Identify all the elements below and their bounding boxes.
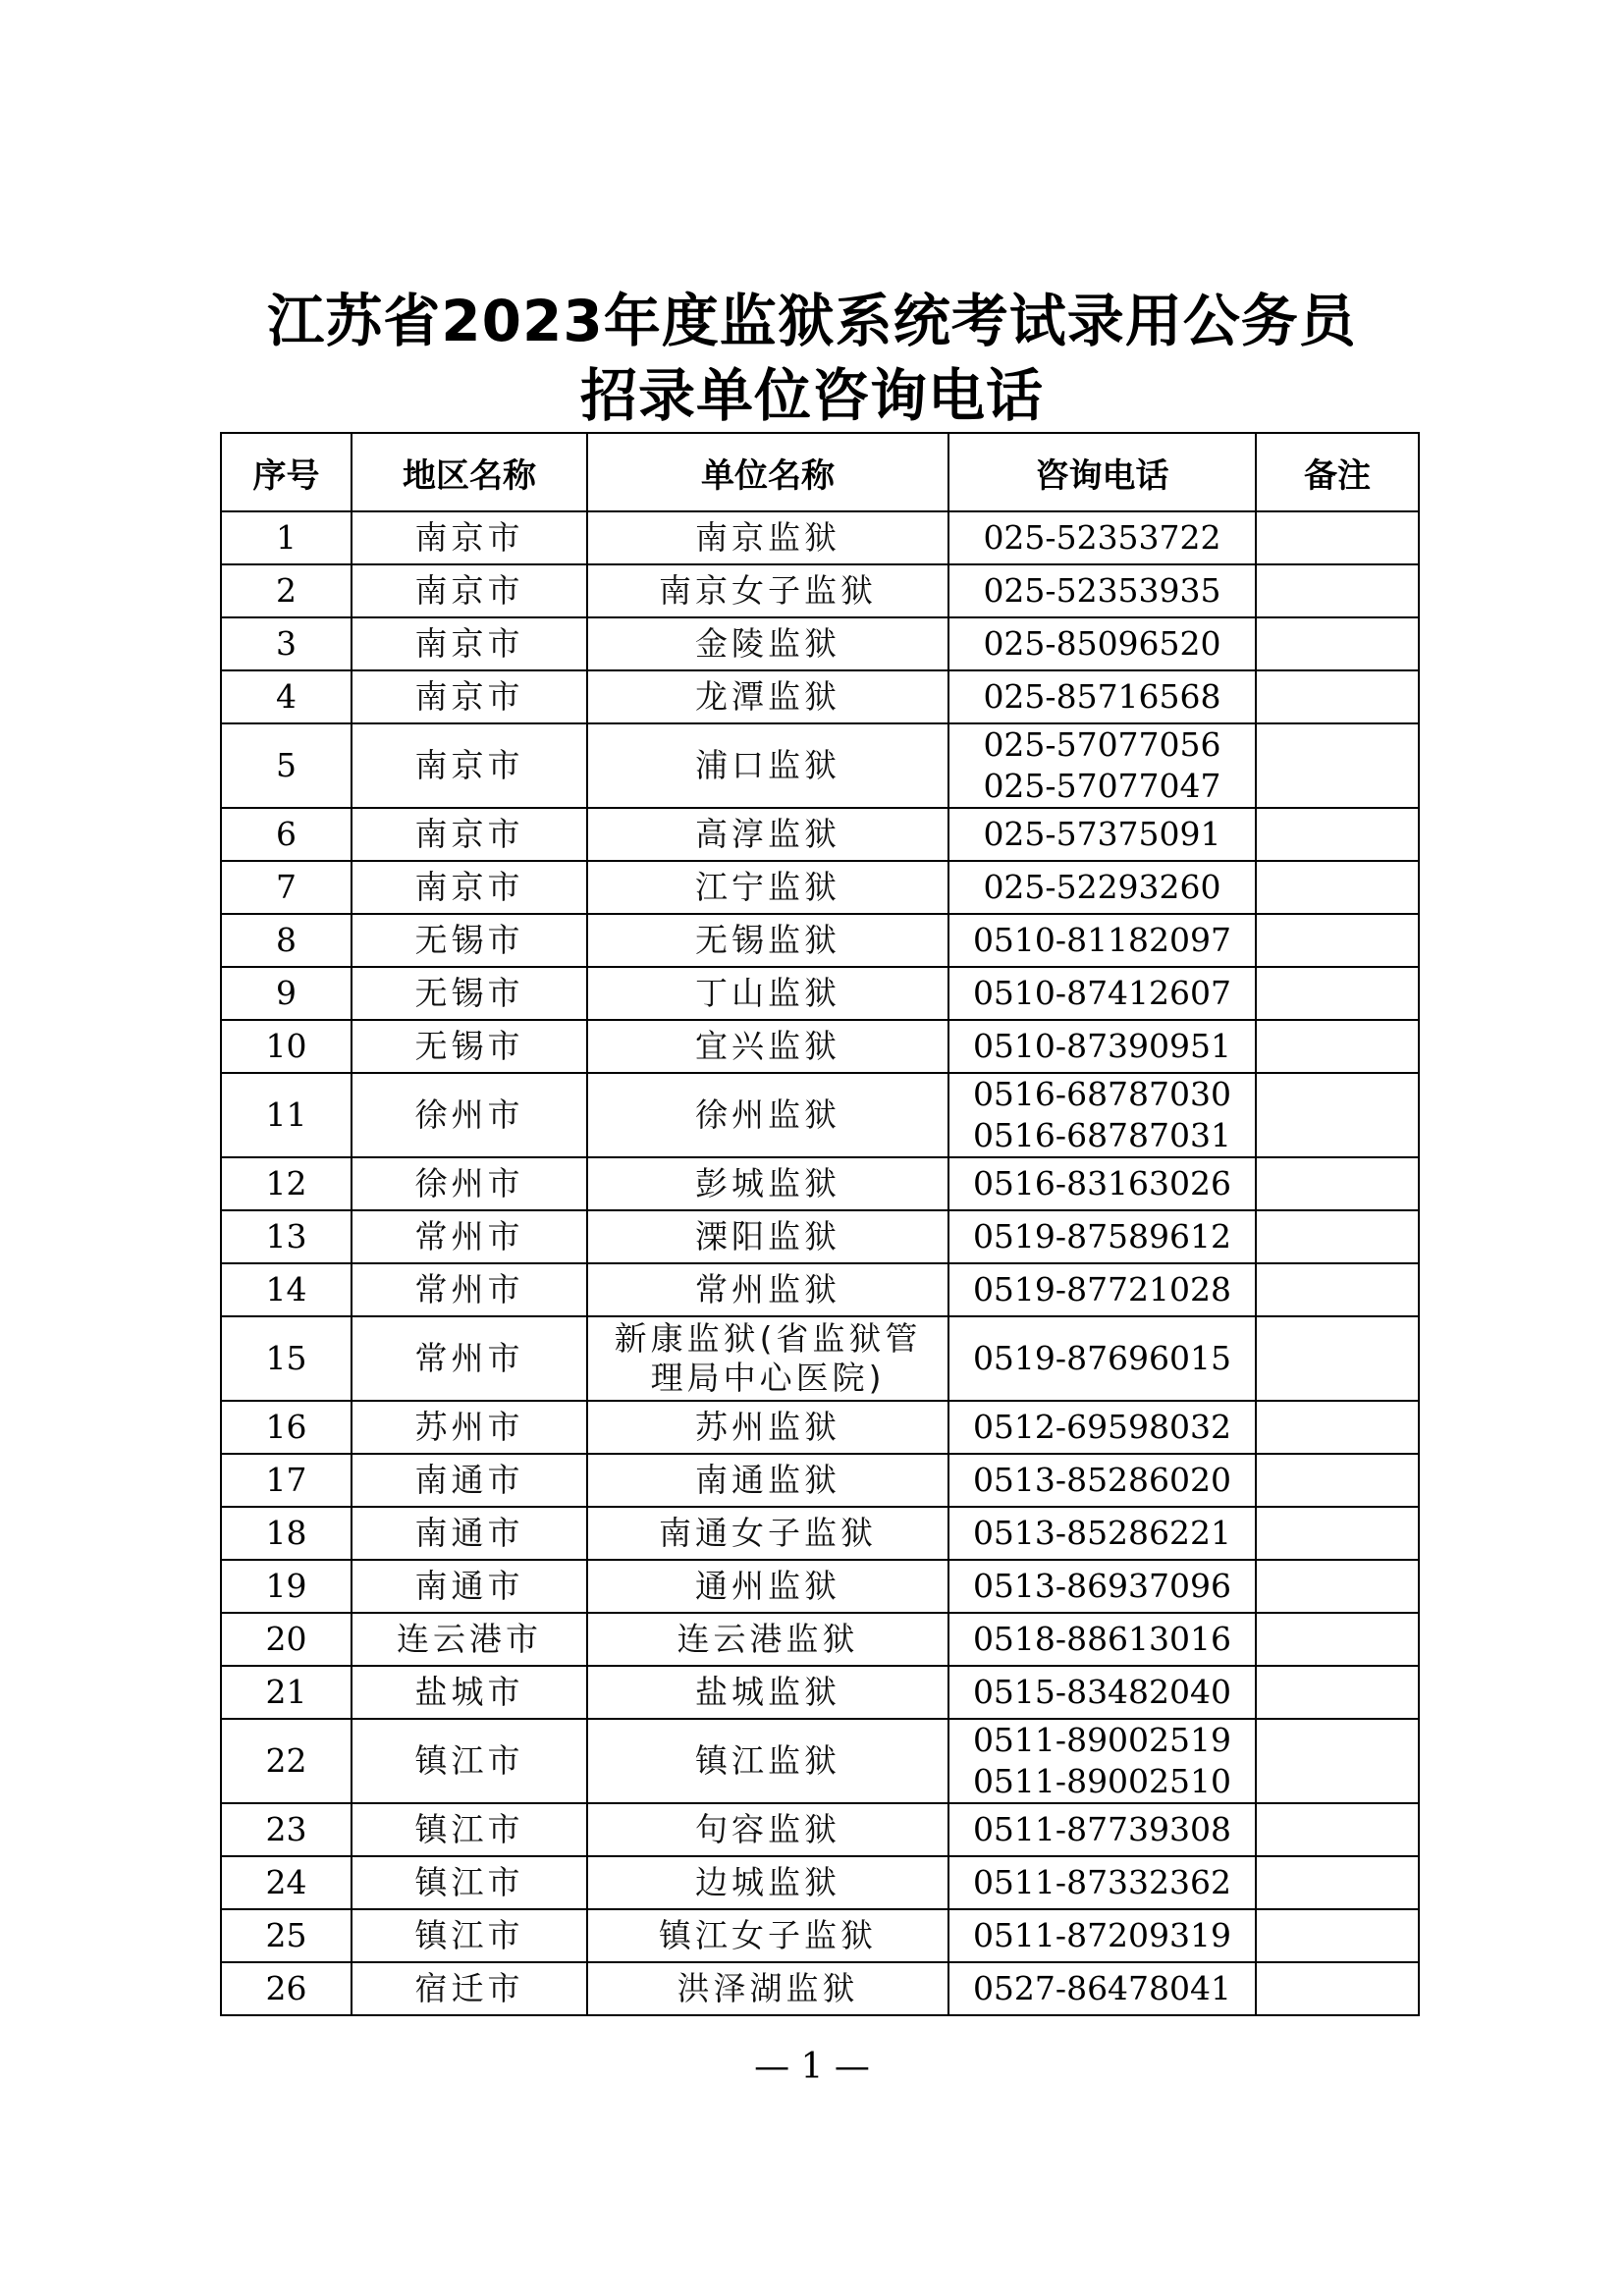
row-note (1256, 1803, 1419, 1856)
row-unit (587, 1719, 948, 1803)
phone-number: 0511-87739308 (972, 1810, 1232, 1848)
row-region: 镇江市 (352, 1909, 587, 1962)
table-row (221, 914, 1419, 967)
row-note (1256, 1962, 1419, 2015)
row-unit (587, 617, 948, 670)
row-phone (948, 914, 1256, 967)
table-body (221, 511, 1419, 2015)
phone-number: 0510-87412607 (972, 974, 1232, 1012)
row-phone (948, 1157, 1256, 1210)
row-phone (948, 1962, 1256, 2015)
unit-name-line: 金陵监狱 (695, 624, 840, 663)
row-note (1256, 564, 1419, 617)
row-index: 22 (221, 1719, 352, 1803)
row-note (1256, 1719, 1419, 1803)
row-unit (587, 1962, 948, 2015)
table-header-row (221, 433, 1419, 511)
row-index: 14 (221, 1263, 352, 1316)
row-unit (587, 723, 948, 808)
row-region: 徐州市 (352, 1073, 587, 1157)
unit-name-line: 通州监狱 (695, 1567, 840, 1605)
unit-name-line: 浦口监狱 (695, 746, 840, 784)
row-region: 南通市 (352, 1507, 587, 1560)
row-unit (587, 967, 948, 1020)
unit-name-line: 江宁监狱 (695, 868, 840, 906)
row-phone (948, 617, 1256, 670)
document-title-line-1: 江苏省2023年度监狱系统考试录用公务员 (267, 288, 1357, 354)
row-index: 21 (221, 1666, 352, 1719)
phone-number: 0513-85286221 (972, 1514, 1232, 1552)
table-row (221, 861, 1419, 914)
row-note (1256, 1856, 1419, 1909)
row-unit (587, 1803, 948, 1856)
row-region: 常州市 (352, 1316, 587, 1401)
phone-number: 0513-85286020 (972, 1461, 1232, 1499)
phone-number: 0515-83482040 (972, 1673, 1232, 1711)
header-region: 地区名称 (352, 433, 587, 511)
row-note (1256, 1157, 1419, 1210)
unit-name-line: 南京女子监狱 (659, 571, 877, 610)
unit-name-line: 镇江女子监狱 (659, 1916, 877, 1954)
row-note (1256, 1263, 1419, 1316)
phone-number: 0511-87209319 (972, 1916, 1232, 1954)
row-note (1256, 1020, 1419, 1073)
table-row (221, 1316, 1419, 1401)
row-index: 19 (221, 1560, 352, 1613)
row-index: 2 (221, 564, 352, 617)
row-region: 常州市 (352, 1210, 587, 1263)
row-note (1256, 967, 1419, 1020)
header-unit: 单位名称 (587, 433, 948, 511)
row-region: 镇江市 (352, 1719, 587, 1803)
unit-name-line: 南京监狱 (695, 518, 840, 557)
row-phone (948, 1073, 1256, 1157)
row-phone (948, 670, 1256, 723)
unit-name-line: 南通女子监狱 (659, 1514, 877, 1552)
row-note (1256, 1454, 1419, 1507)
row-phone (948, 511, 1256, 564)
row-phone (948, 1507, 1256, 1560)
row-index: 20 (221, 1613, 352, 1666)
header-phone: 咨询电话 (948, 433, 1256, 511)
row-index: 3 (221, 617, 352, 670)
unit-name-line: 理局中心医院) (650, 1359, 886, 1397)
row-note (1256, 723, 1419, 808)
row-region: 无锡市 (352, 1020, 587, 1073)
table-row (221, 1560, 1419, 1613)
row-phone (948, 808, 1256, 861)
row-phone (948, 1454, 1256, 1507)
row-note (1256, 511, 1419, 564)
phone-number: 025-52293260 (983, 868, 1221, 906)
phone-number: 0519-87696015 (972, 1339, 1232, 1377)
row-index: 10 (221, 1020, 352, 1073)
row-region: 南京市 (352, 723, 587, 808)
row-phone (948, 1020, 1256, 1073)
row-unit (587, 511, 948, 564)
row-region: 南京市 (352, 670, 587, 723)
row-unit (587, 1666, 948, 1719)
phone-number: 025-52353935 (983, 571, 1221, 610)
unit-name-line: 新康监狱(省监狱管 (614, 1319, 922, 1358)
contact-table (220, 432, 1420, 2016)
table-row (221, 808, 1419, 861)
table-row (221, 1666, 1419, 1719)
row-region: 南通市 (352, 1560, 587, 1613)
row-unit (587, 1454, 948, 1507)
row-unit (587, 1560, 948, 1613)
row-note (1256, 914, 1419, 967)
row-unit (587, 1401, 948, 1454)
row-note (1256, 1613, 1419, 1666)
row-index: 16 (221, 1401, 352, 1454)
row-note (1256, 617, 1419, 670)
row-index: 9 (221, 967, 352, 1020)
row-region: 无锡市 (352, 967, 587, 1020)
row-phone (948, 1210, 1256, 1263)
row-phone (948, 1263, 1256, 1316)
table-row (221, 511, 1419, 564)
phone-number: 0511-89002519 (972, 1721, 1232, 1759)
row-region: 南通市 (352, 1454, 587, 1507)
row-index: 23 (221, 1803, 352, 1856)
unit-name-line: 盐城监狱 (695, 1673, 840, 1711)
row-region: 常州市 (352, 1263, 587, 1316)
table-row (221, 670, 1419, 723)
row-note (1256, 808, 1419, 861)
row-note (1256, 1316, 1419, 1401)
table-row (221, 1401, 1419, 1454)
row-phone (948, 1613, 1256, 1666)
row-phone (948, 1401, 1256, 1454)
row-region: 镇江市 (352, 1856, 587, 1909)
table-row (221, 1803, 1419, 1856)
row-region: 连云港市 (352, 1613, 587, 1666)
row-region: 宿迁市 (352, 1962, 587, 2015)
row-region: 南京市 (352, 861, 587, 914)
row-region: 徐州市 (352, 1157, 587, 1210)
row-index: 15 (221, 1316, 352, 1401)
row-unit (587, 1020, 948, 1073)
table-row (221, 1962, 1419, 2015)
row-index: 4 (221, 670, 352, 723)
phone-number: 025-52353722 (983, 518, 1221, 557)
row-region: 盐城市 (352, 1666, 587, 1719)
row-unit (587, 1073, 948, 1157)
unit-name-line: 洪泽湖监狱 (677, 1969, 859, 2007)
row-region: 无锡市 (352, 914, 587, 967)
row-phone (948, 1666, 1256, 1719)
phone-number: 0510-81182097 (972, 921, 1232, 959)
header-note: 备注 (1256, 433, 1419, 511)
row-unit (587, 808, 948, 861)
row-note (1256, 1666, 1419, 1719)
unit-name-line: 龙潭监狱 (695, 677, 840, 716)
phone-number: 0519-87721028 (972, 1270, 1232, 1308)
unit-name-line: 宜兴监狱 (695, 1027, 840, 1065)
phone-number: 0527-86478041 (972, 1969, 1232, 2007)
row-unit (587, 1613, 948, 1666)
phone-number: 0519-87589612 (972, 1217, 1232, 1255)
row-unit (587, 670, 948, 723)
table-row (221, 1454, 1419, 1507)
unit-name-line: 句容监狱 (695, 1810, 840, 1848)
table-row (221, 1856, 1419, 1909)
table-row (221, 1073, 1419, 1157)
table-row (221, 1210, 1419, 1263)
row-index: 5 (221, 723, 352, 808)
row-phone (948, 1316, 1256, 1401)
phone-number: 025-57077047 (983, 767, 1221, 805)
row-phone (948, 564, 1256, 617)
row-note (1256, 1210, 1419, 1263)
row-index: 24 (221, 1856, 352, 1909)
row-note (1256, 1560, 1419, 1613)
unit-name-line: 南通监狱 (695, 1461, 840, 1499)
unit-name-line: 溧阳监狱 (695, 1217, 840, 1255)
row-region: 南京市 (352, 511, 587, 564)
row-unit (587, 1316, 948, 1401)
unit-name-line: 无锡监狱 (695, 921, 840, 959)
row-note (1256, 861, 1419, 914)
row-index: 6 (221, 808, 352, 861)
row-region: 南京市 (352, 564, 587, 617)
unit-name-line: 苏州监狱 (695, 1408, 840, 1446)
table-row (221, 1157, 1419, 1210)
table-row (221, 1263, 1419, 1316)
table-row (221, 967, 1419, 1020)
document-title-line-2: 招录单位咨询电话 (579, 362, 1044, 429)
header-index: 序号 (221, 433, 352, 511)
row-note (1256, 1507, 1419, 1560)
phone-number: 025-85096520 (983, 624, 1221, 663)
row-unit (587, 1909, 948, 1962)
phone-number: 0516-68787030 (972, 1075, 1232, 1113)
row-phone (948, 1560, 1256, 1613)
table-row (221, 617, 1419, 670)
phone-number: 0511-87332362 (972, 1863, 1232, 1901)
phone-number: 0511-89002510 (972, 1762, 1232, 1800)
row-note (1256, 1073, 1419, 1157)
phone-number: 0513-86937096 (972, 1567, 1232, 1605)
row-phone (948, 723, 1256, 808)
unit-name-line: 镇江监狱 (695, 1741, 840, 1780)
phone-number: 0512-69598032 (972, 1408, 1232, 1446)
row-index: 1 (221, 511, 352, 564)
phone-number: 0516-68787031 (972, 1116, 1232, 1154)
row-note (1256, 670, 1419, 723)
table-row (221, 564, 1419, 617)
row-unit (587, 1507, 948, 1560)
row-unit (587, 1210, 948, 1263)
unit-name-line: 丁山监狱 (695, 974, 840, 1012)
row-unit (587, 1157, 948, 1210)
table-row (221, 723, 1419, 808)
unit-name-line: 连云港监狱 (677, 1620, 859, 1658)
row-region: 南京市 (352, 808, 587, 861)
unit-name-line: 彭城监狱 (695, 1164, 840, 1202)
unit-name-line: 常州监狱 (695, 1270, 840, 1308)
row-unit (587, 1856, 948, 1909)
unit-name-line: 徐州监狱 (695, 1095, 840, 1134)
table-row (221, 1909, 1419, 1962)
phone-number: 025-85716568 (983, 677, 1221, 716)
phone-number: 0516-83163026 (972, 1164, 1232, 1202)
row-phone (948, 1909, 1256, 1962)
row-region: 苏州市 (352, 1401, 587, 1454)
table-row (221, 1613, 1419, 1666)
phone-number: 025-57375091 (983, 815, 1221, 853)
row-index: 26 (221, 1962, 352, 2015)
row-index: 18 (221, 1507, 352, 1560)
row-note (1256, 1909, 1419, 1962)
row-index: 17 (221, 1454, 352, 1507)
phone-number: 025-57077056 (983, 725, 1221, 764)
unit-name-line: 边城监狱 (695, 1863, 840, 1901)
row-index: 13 (221, 1210, 352, 1263)
row-unit (587, 914, 948, 967)
row-index: 25 (221, 1909, 352, 1962)
row-phone (948, 967, 1256, 1020)
table-row (221, 1719, 1419, 1803)
row-phone (948, 1803, 1256, 1856)
row-index: 7 (221, 861, 352, 914)
table-row (221, 1020, 1419, 1073)
row-unit (587, 564, 948, 617)
row-phone (948, 1719, 1256, 1803)
row-phone (948, 1856, 1256, 1909)
unit-name-line: 高淳监狱 (695, 815, 840, 853)
phone-number: 0518-88613016 (972, 1620, 1232, 1658)
row-region: 南京市 (352, 617, 587, 670)
row-unit (587, 861, 948, 914)
page-number: — 1 — (754, 2047, 870, 2087)
row-index: 8 (221, 914, 352, 967)
phone-number: 0510-87390951 (972, 1027, 1232, 1065)
table-row (221, 1507, 1419, 1560)
row-region: 镇江市 (352, 1803, 587, 1856)
row-phone (948, 861, 1256, 914)
row-note (1256, 1401, 1419, 1454)
row-unit (587, 1263, 948, 1316)
row-index: 11 (221, 1073, 352, 1157)
row-index: 12 (221, 1157, 352, 1210)
